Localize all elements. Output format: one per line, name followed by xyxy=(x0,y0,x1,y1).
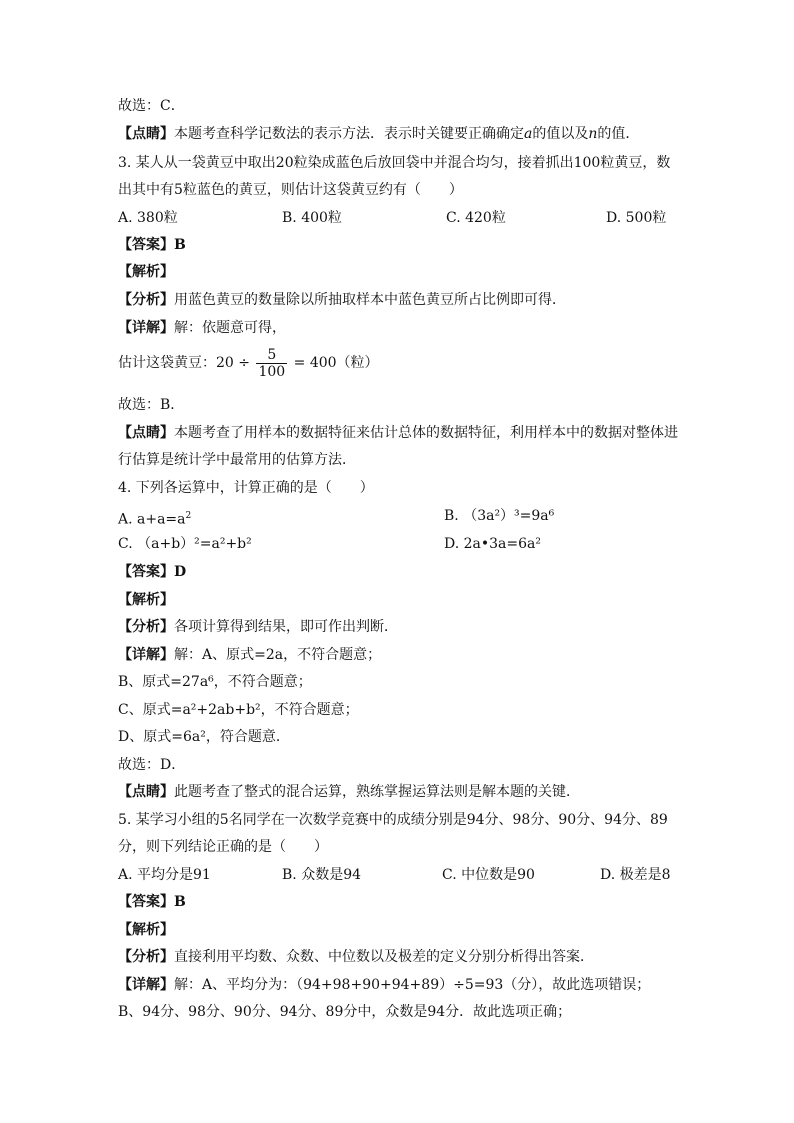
text-line: C、原式=a²+2ab+b²，不符合题意； xyxy=(118,702,359,718)
text-line: 故选：D． xyxy=(118,757,186,773)
question-4-option-b: B. （3a²）³=9a⁶ xyxy=(444,508,555,524)
fraction-denominator: 100 xyxy=(258,363,286,380)
text-line: 故选：C． xyxy=(118,98,185,114)
text-line: B、原式=27a⁶，不符合题意； xyxy=(118,674,312,690)
question-3-option-a: A. 380粒 xyxy=(118,210,178,226)
text-line: D、原式=6a²，符合题意． xyxy=(118,729,290,745)
question-3-option-c: C. 420粒 xyxy=(446,210,506,226)
detail-line xyxy=(118,975,650,995)
question-3-option-d: D. 500粒 xyxy=(606,210,667,226)
text: 解：A、平均分为：（94+98+90+94+89）÷5=93（分），故此选项错误； xyxy=(174,977,651,993)
question-3-option-b: B. 400粒 xyxy=(282,210,342,226)
comment-line-cont: 行估算是统计学中最常用的估算方法． xyxy=(118,452,356,468)
question-4-option-a: A. $a+a=a^2$ xyxy=(118,511,192,528)
analysis-header: 【解析】 xyxy=(118,264,174,280)
equation-prefix: 估计这袋黄豆：20 ÷ xyxy=(118,355,250,371)
fraction xyxy=(256,347,287,380)
analysis-tag: 【分析】 xyxy=(118,619,174,635)
text: 用蓝色黄豆的数量除以所抽取样本中蓝色黄豆所占比例即可得． xyxy=(174,292,566,308)
comment-line xyxy=(118,124,639,144)
detail-tag: 【详解】 xyxy=(118,320,174,336)
comment-line xyxy=(118,423,678,443)
question-4-option-c: C. （a+b）²=a²+b² xyxy=(118,536,252,552)
fraction-numerator: 5 xyxy=(256,347,287,364)
question-5-option-a: A. 平均分是91 xyxy=(118,867,211,883)
equation-suffix: = 400（粒） xyxy=(293,355,379,371)
text: 此题考查了整式的混合运算，熟练掌握运算法则是解本题的关键． xyxy=(174,784,580,800)
analysis-line xyxy=(118,290,566,310)
question-5-option-b: B. 众数是94 xyxy=(282,867,362,883)
analysis-line xyxy=(118,947,594,967)
comment-tag: 【点睛】 xyxy=(118,126,174,142)
analysis-line xyxy=(118,617,398,637)
question-3-stem-cont: 出其中有5粒蓝色的黄豆，则估计这袋黄豆约有（ ） xyxy=(118,182,463,198)
question-4-option-d: D. 2a•3a=6a² xyxy=(444,536,541,552)
question-5-stem-cont: 分，则下列结论正确的是（ ） xyxy=(118,839,328,855)
text: 直接利用平均数、众数、中位数以及极差的定义分别分析得出答案． xyxy=(174,949,594,965)
text: 的值． xyxy=(597,126,640,142)
detail-tag: 【详解】 xyxy=(118,977,174,993)
detail-tag: 【详解】 xyxy=(118,647,174,663)
analysis-tag: 【分析】 xyxy=(118,949,174,965)
text: 解：A、原式=2a，不符合题意； xyxy=(174,647,382,663)
question-3-stem: 3. 某人从一袋黄豆中取出20粒染成蓝色后放回袋中并混合均匀，接着抓出100粒黄豆，数 xyxy=(118,155,671,171)
variable: a xyxy=(524,126,533,142)
text: 的值以及 xyxy=(532,126,589,142)
analysis-tag: 【分析】 xyxy=(118,292,174,308)
question-5-option-d: D. 极差是8 xyxy=(600,867,671,883)
comment-tag: 【点睛】 xyxy=(118,784,174,800)
detail-line xyxy=(118,645,381,665)
analysis-header: 【解析】 xyxy=(118,592,174,608)
text: 本题考查科学记数法的表示方法．表示时关键要正确确定 xyxy=(174,126,524,142)
text: 各项计算得到结果，即可作出判断． xyxy=(174,619,398,635)
text-line: 故选：B． xyxy=(118,397,185,413)
text: 解：依题意可得， xyxy=(174,320,286,336)
variable: n xyxy=(588,126,598,142)
question-5-option-c: C. 中位数是90 xyxy=(442,867,535,883)
text: 本题考查了用样本的数据特征来估计总体的数据特征，利用样本中的数据对整体进 xyxy=(174,425,678,441)
answer-label: 【答案】B xyxy=(118,237,186,253)
answer-label: 【答案】B xyxy=(118,894,186,910)
comment-line xyxy=(118,782,580,802)
text-line: B、94分、98分、90分、94分、89分中，众数是94分．故此选项正确； xyxy=(118,1004,572,1020)
analysis-header: 【解析】 xyxy=(118,922,174,938)
equation-line xyxy=(118,346,379,380)
answer-label: 【答案】D xyxy=(118,564,187,580)
detail-line xyxy=(118,318,286,338)
question-5-stem: 5. 某学习小组的5名同学在一次数学竞赛中的成绩分别是94分、98分、90分、94分、89 xyxy=(118,812,668,828)
question-4-stem: 4. 下列各运算中，计算正确的是（ ） xyxy=(118,480,374,496)
comment-tag: 【点睛】 xyxy=(118,425,174,441)
